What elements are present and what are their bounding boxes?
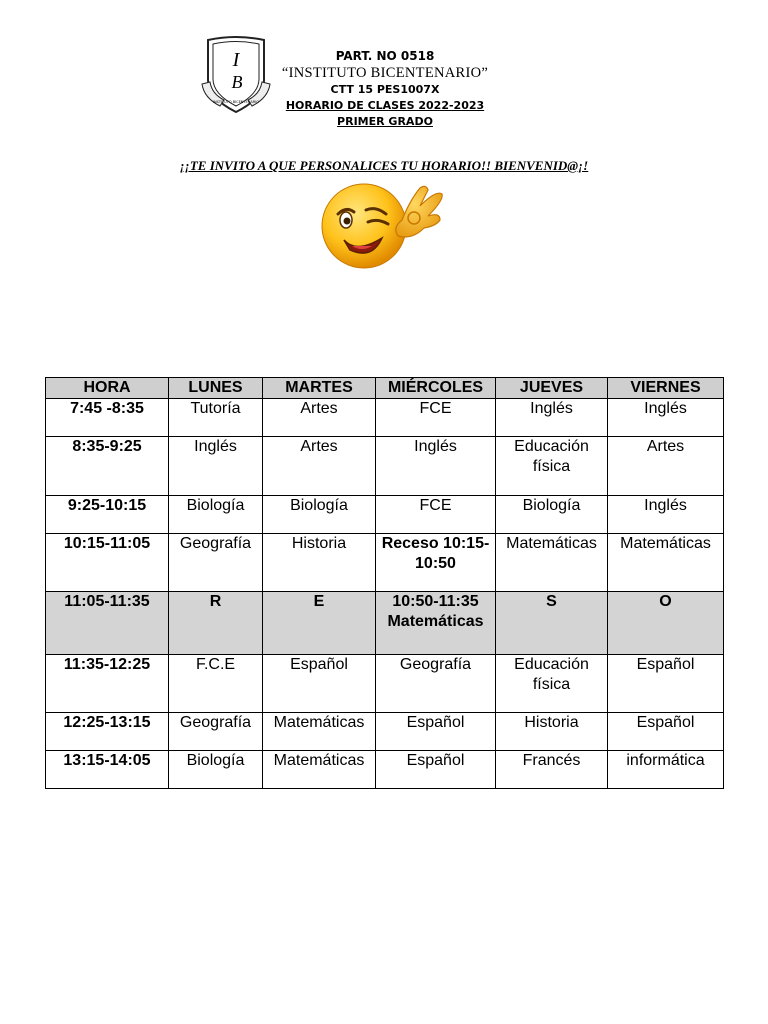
table-cell: Inglés [608,399,724,437]
table-cell: Biología [263,496,376,534]
svg-text:B: B [231,72,243,92]
table-row [46,751,724,789]
table-cell: F.C.E [169,655,263,713]
schedule-title: HORARIO DE CLASES 2022-2023 [285,99,485,112]
table-row [46,713,724,751]
school-header [270,48,500,130]
grade-title: PRIMER GRADO [337,115,433,128]
table-cell: Español [608,713,724,751]
table-cell: R [169,592,263,655]
table-row [46,655,724,713]
table-cell: 13:15-14:05 [46,751,169,789]
column-header: MIÉRCOLES [376,378,496,399]
table-cell: Inglés [608,496,724,534]
table-cell: 9:25-10:15 [46,496,169,534]
table-cell: Artes [263,399,376,437]
schedule-table [45,377,724,789]
table-cell: Matemáticas [263,713,376,751]
column-header: LUNES [169,378,263,399]
table-cell: Artes [263,437,376,496]
table-cell: Artes [608,437,724,496]
table-cell: 10:15-11:05 [46,534,169,592]
table-cell: Historia [263,534,376,592]
table-cell: Español [376,751,496,789]
table-cell: Inglés [169,437,263,496]
table-cell: Educación física [496,437,608,496]
table-row [46,496,724,534]
table-cell: Español [263,655,376,713]
school-name: “INSTITUTO BICENTENARIO” [281,65,489,81]
column-header: VIERNES [608,378,724,399]
cct-code: CTT 15 PES1007X [330,83,440,96]
school-logo [200,36,272,116]
table-cell: Español [608,655,724,713]
table-cell: Geografía [169,713,263,751]
table-cell: informática [608,751,724,789]
table-cell: 7:45 -8:35 [46,399,169,437]
table-cell: 8:35-9:25 [46,437,169,496]
table-cell: Matemáticas [496,534,608,592]
invite-message: ¡¡TE INVITO A QUE PERSONALICES TU HORARIO!! BIENVENID@¡! [179,158,589,173]
table-cell: Biología [169,496,263,534]
table-cell: FCE [376,496,496,534]
table-cell: Biología [496,496,608,534]
table-cell: Español [376,713,496,751]
table-header-row [46,378,724,399]
part-number: PART. NO 0518 [335,49,435,63]
table-cell: Inglés [496,399,608,437]
table-cell: E [263,592,376,655]
table-cell: 12:25-13:15 [46,713,169,751]
table-cell: Educación física [496,655,608,713]
table-cell: Geografía [376,655,496,713]
table-row [46,437,724,496]
column-header: JUEVES [496,378,608,399]
table-row [46,399,724,437]
winking-emoji-icon [316,180,450,272]
svg-text:I: I [232,49,240,71]
table-cell: Receso 10:15- 10:50 [376,534,496,592]
table-cell: O [608,592,724,655]
table-cell: Tutoría [169,399,263,437]
table-cell: S [496,592,608,655]
column-header: MARTES [263,378,376,399]
table-row [46,534,724,592]
table-cell: Francés [496,751,608,789]
table-cell: Matemáticas [608,534,724,592]
table-cell: FCE [376,399,496,437]
table-cell: 11:05-11:35 [46,592,169,655]
table-cell: Inglés [376,437,496,496]
svg-text:INSTITUTO BICENTENARIO: INSTITUTO BICENTENARIO [212,100,260,104]
table-row-recess [46,592,724,655]
table-cell: 11:35-12:25 [46,655,169,713]
table-cell: Biología [169,751,263,789]
column-header: HORA [46,378,169,399]
table-cell: Matemáticas [263,751,376,789]
table-cell: Historia [496,713,608,751]
table-cell: 10:50-11:35 Matemáticas [376,592,496,655]
table-cell: Geografía [169,534,263,592]
